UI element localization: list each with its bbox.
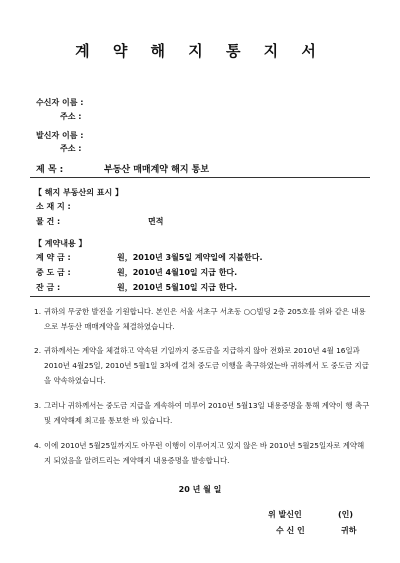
- paragraph-number: 4.: [34, 441, 42, 450]
- paragraph-text: 이에 2010년 5월25일까지도 아무런 이행이 이루어지고 있지 않은 바 2010년 5월25일자로 계약해지 되었음을 알려드리는 계약해지 내용증명을 발송합니다.: [44, 441, 365, 465]
- paragraph-number: 1.: [34, 307, 42, 316]
- property-item-label: 물 건 :: [36, 217, 61, 226]
- property-area-label: 면적: [148, 217, 164, 226]
- recipient-address-label: 주소 :: [60, 112, 82, 121]
- document-title: 계 약 해 지 통 지 서: [75, 42, 325, 60]
- contract-balance-label: 잔 금 :: [36, 283, 61, 292]
- paragraph-text: 귀하께서는 계약을 체결하고 약속된 기일까지 중도금을 지급하지 않아 전화로 2010년 4월 16일과 2010년 4월25일, 2010년 5월1일 3차에 걸쳐 중도금 이행을 촉구하였는바 귀하께서 도 중도금 지급을 약속하였습니다.: [44, 346, 369, 385]
- paragraph-text: 귀하의 무궁한 발전을 기원합니다. 본인은 서울 서초구 서초동 ○○빌딩 2층 205호를 위와 같은 내용으로 부동산 매매계약을 체결하였습니다.: [44, 307, 366, 331]
- paragraph-3: [34, 398, 370, 428]
- paragraph-2: [34, 343, 370, 388]
- paragraph-4: [34, 438, 370, 468]
- paragraph-text: 그러나 귀하께서는 중도금 지급을 계속하여 미루어 2010년 5월13일 내용증명을 통해 계약이 행 촉구 및 계약해제 최고를 통보한 바 있습니다.: [44, 401, 370, 425]
- contract-interim-label: 중 도 금 :: [36, 268, 71, 277]
- contract-underline: [30, 296, 370, 297]
- contract-section-header: 【 계약내용 】: [34, 239, 87, 248]
- paragraph-number: 2.: [34, 346, 42, 355]
- paragraph-number: 3.: [34, 401, 42, 410]
- contract-deposit-value: 원，2010년 3월5일 계약일에 지불한다.: [117, 253, 263, 262]
- contract-balance-value: 원，2010년 5월10일 지급 한다.: [117, 283, 238, 292]
- subject-underline: [30, 177, 370, 178]
- sender-address-label: 주소 :: [60, 144, 82, 153]
- contract-interim-value: 원，2010년 4월10일 지급 한다.: [117, 268, 238, 277]
- contract-deposit-label: 계 약 금 :: [36, 253, 71, 262]
- sender-seal: (인): [338, 510, 354, 519]
- sender-sign-label: 위 발신인: [268, 510, 302, 519]
- paragraph-1: [34, 304, 370, 334]
- recipient-name-label: 수신자 이름 :: [36, 98, 84, 107]
- recipient-sign-label: 수 신 인: [276, 526, 305, 535]
- subject-text: 부동산 매매계약 해지 통보: [104, 165, 210, 175]
- sender-name-label: 발신자 이름 :: [36, 131, 84, 140]
- property-location-label: 소 재 지 :: [36, 202, 71, 211]
- subject-label: 제 목 :: [36, 165, 64, 175]
- recipient-honorific: 귀하: [341, 526, 357, 535]
- date-line: 20 년 월 일: [178, 485, 222, 494]
- property-section-header: 【 해지 부동산의 표시 】: [34, 188, 123, 197]
